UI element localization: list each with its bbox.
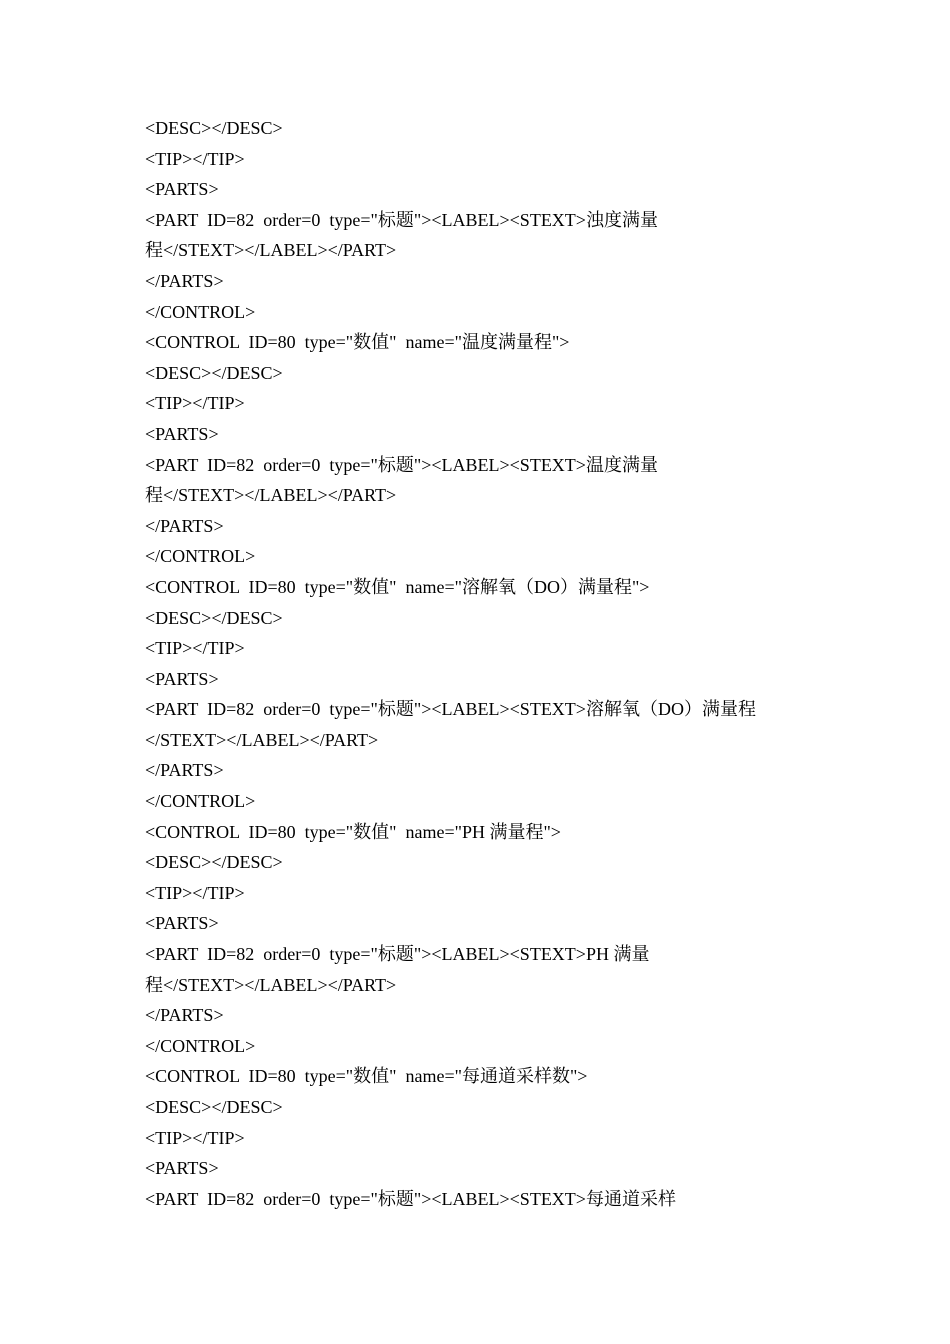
document-body: [145, 113, 825, 1214]
text-line: <PARTS>: [145, 179, 219, 200]
text-line: </CONTROL>: [145, 1035, 256, 1056]
text-line: 程</STEXT></LABEL></PART>: [145, 974, 397, 995]
text-line: <DESC></DESC>: [145, 362, 283, 383]
text-line: <DESC></DESC>: [145, 852, 283, 873]
text-line: </PARTS>: [145, 515, 224, 536]
text-line: <PARTS>: [145, 913, 219, 934]
text-line: 程</STEXT></LABEL></PART>: [145, 240, 397, 261]
text-line: <PART ID=82 order=0 type="标题"><LABEL><STEXT>每通道采样: [145, 1188, 676, 1209]
text-line: <CONTROL ID=80 type="数值" name="PH 满量程">: [145, 821, 561, 842]
text-line: <CONTROL ID=80 type="数值" name="溶解氧（DO）满量程">: [145, 576, 650, 597]
text-line: <DESC></DESC>: [145, 118, 283, 138]
text-line: </PARTS>: [145, 760, 224, 781]
text-line: <PARTS>: [145, 1158, 219, 1179]
text-line: <PARTS>: [145, 668, 219, 689]
text-line: <PART ID=82 order=0 type="标题"><LABEL><STEXT>温度满量: [145, 454, 658, 475]
text-line: <PART ID=82 order=0 type="标题"><LABEL><STEXT>PH 满量: [145, 944, 650, 965]
text-line: <TIP></TIP>: [145, 638, 245, 659]
text-line: <CONTROL ID=80 type="数值" name="温度满量程">: [145, 332, 570, 353]
text-line: </PARTS>: [145, 270, 224, 291]
text-line: <PART ID=82 order=0 type="标题"><LABEL><STEXT>浊度满量: [145, 209, 658, 230]
text-line: </CONTROL>: [145, 301, 256, 322]
text-line: <TIP></TIP>: [145, 148, 245, 169]
text-line: <DESC></DESC>: [145, 1097, 283, 1117]
text-line: <PART ID=82 order=0 type="标题"><LABEL><STEXT>溶解氧（DO）满量程: [145, 699, 756, 720]
text-line: </STEXT></LABEL></PART>: [145, 729, 379, 750]
text-line: <TIP></TIP>: [145, 393, 245, 414]
text-line: <DESC></DESC>: [145, 607, 283, 628]
text-line: <PARTS>: [145, 423, 219, 444]
text-line: <TIP></TIP>: [145, 1127, 245, 1148]
text-line: <CONTROL ID=80 type="数值" name="每通道采样数">: [145, 1066, 588, 1087]
text-line: 程</STEXT></LABEL></PART>: [145, 485, 397, 506]
text-line: </PARTS>: [145, 1005, 224, 1026]
text-line: </CONTROL>: [145, 546, 256, 567]
text-line: </CONTROL>: [145, 791, 256, 812]
text-line: <TIP></TIP>: [145, 882, 245, 903]
